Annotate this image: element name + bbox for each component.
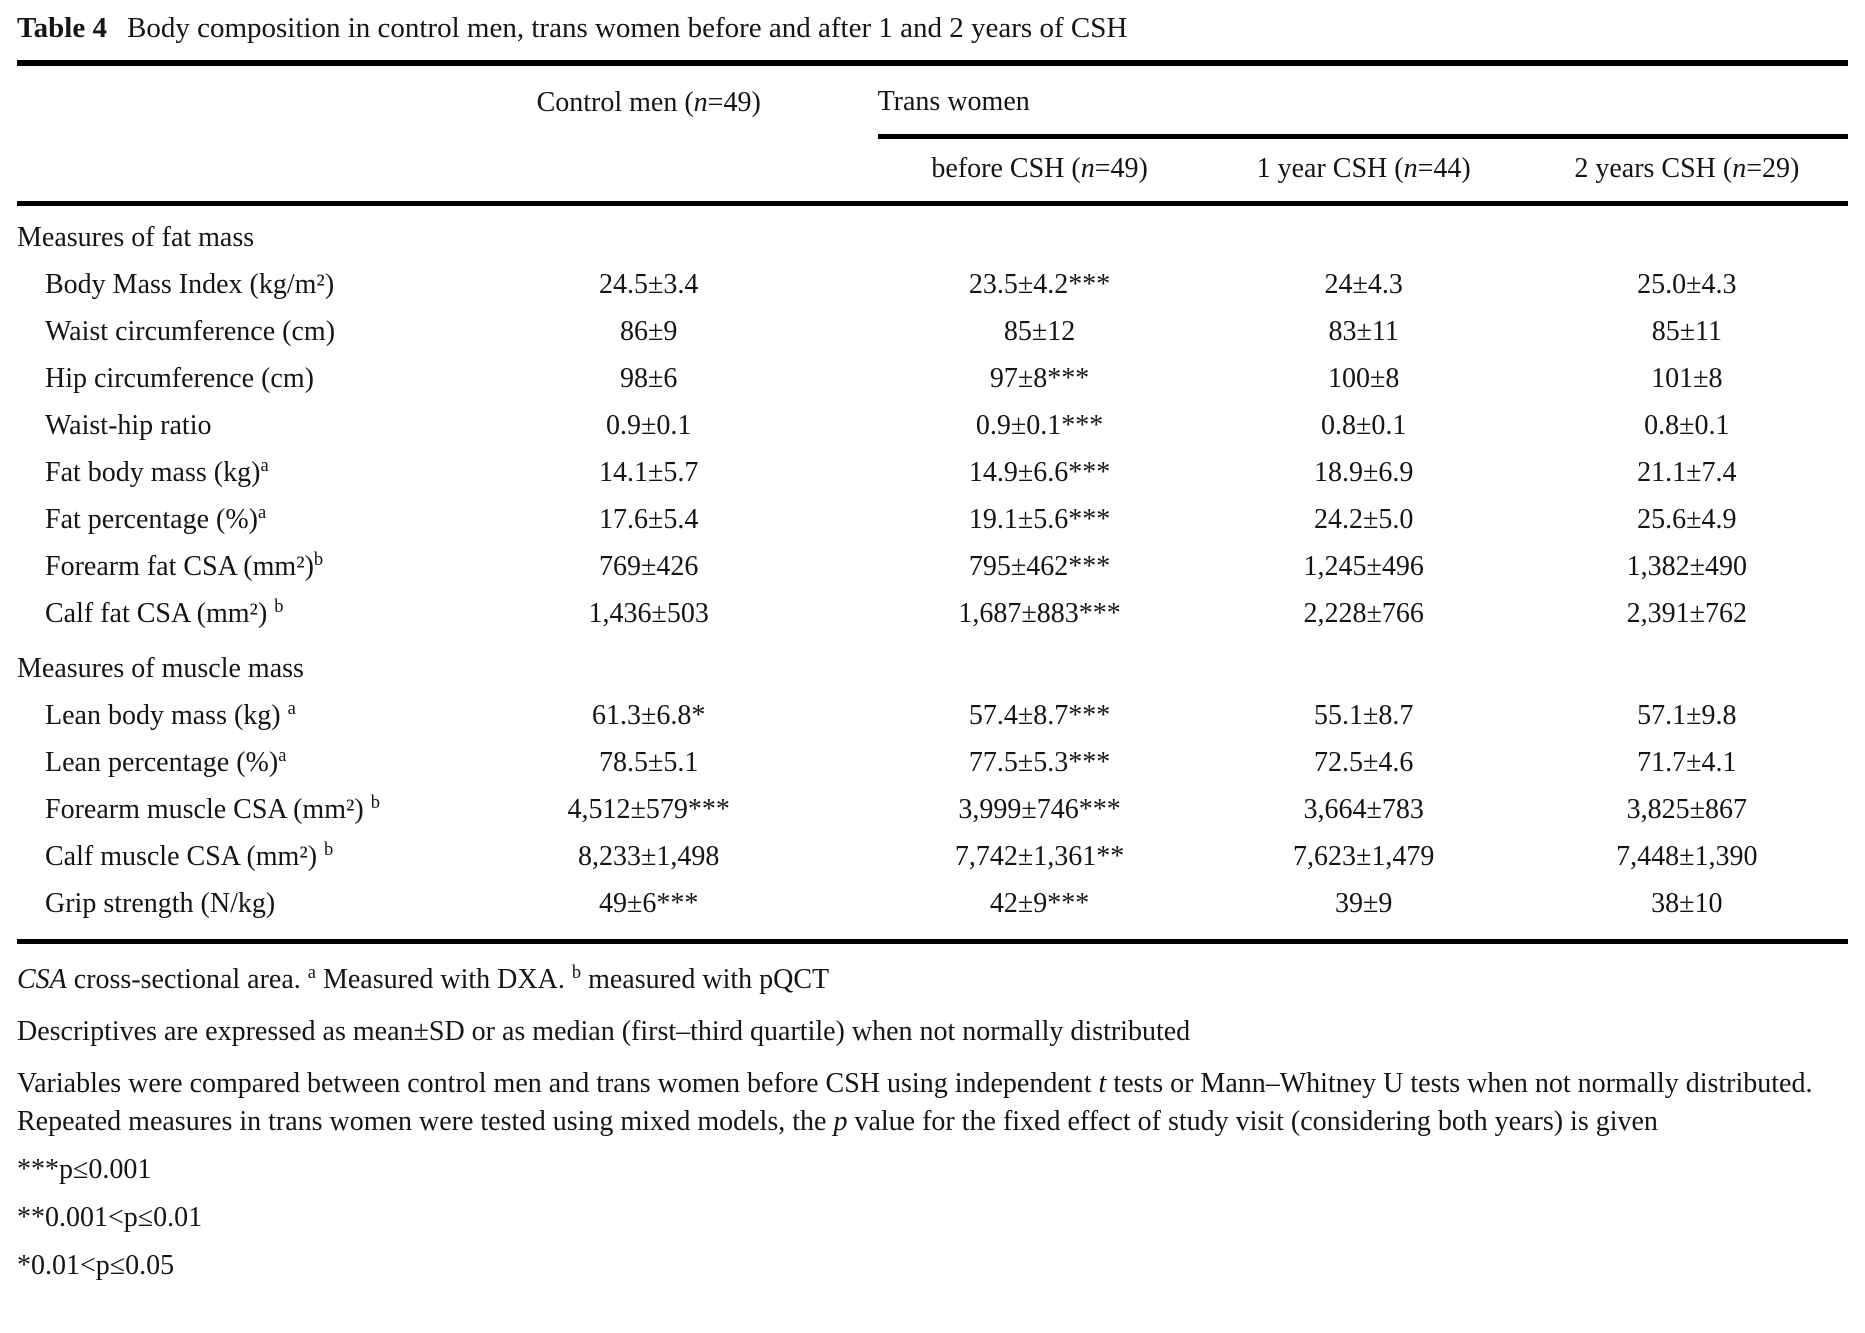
cell-value: 0.9±0.1*** (975, 410, 1104, 441)
row-label: Forearm muscle CSA (mm²) $^b$ (45, 791, 380, 825)
cell-value: 23.5±4.2*** (968, 269, 1111, 300)
header-row-groups (17, 63, 1848, 137)
header-empty-cell (17, 63, 420, 137)
row-label: Fat body mass (kg)$^a$ (45, 454, 269, 488)
cell-value: 14.1±5.7 (599, 457, 699, 488)
cell-value: 49±6*** (599, 888, 699, 919)
cell-value: 42±9*** (989, 888, 1090, 919)
cell-value: 24.5±3.4 (599, 269, 699, 300)
footnote-marker: a (278, 744, 287, 765)
table-row (17, 355, 1848, 402)
cell-value: 14.9±6.6*** (968, 457, 1111, 488)
cell-value: 100±8 (1327, 363, 1400, 394)
section-row-muscle-mass (17, 637, 1848, 692)
cell-value: 77.5±5.3*** (968, 747, 1111, 778)
cell-value: 38±10 (1651, 888, 1723, 919)
section-header: Measures of fat mass (17, 222, 255, 253)
cell-value: 8,233±1,498 (578, 841, 720, 872)
footnote-marker: a (260, 454, 269, 475)
cell-value: 61.3±6.8* (592, 700, 706, 731)
table-row (17, 543, 1848, 590)
row-label: Calf fat CSA (mm²) $^b$ (45, 595, 284, 629)
footnote-marker: b (274, 595, 284, 616)
footnote-marker: a (258, 501, 267, 522)
cell-value: 86±9 (620, 316, 678, 347)
cell-value: 85±11 (1651, 316, 1723, 347)
row-label: Hip circumference (cm) (45, 363, 314, 394)
footnote-marker: a (287, 697, 296, 718)
table-row (17, 739, 1848, 786)
section-row-fat-mass (17, 204, 1848, 262)
cell-value: 85±12 (1003, 316, 1076, 347)
cell-value: 19.1±5.6*** (968, 504, 1111, 535)
table-row (17, 496, 1848, 543)
table-row (17, 449, 1848, 496)
header-row-subcolumns (17, 137, 1848, 204)
cell-value: 1,382±490 (1626, 551, 1748, 582)
cell-value: 2,391±762 (1626, 598, 1748, 629)
cell-value: 3,999±746*** (958, 794, 1121, 825)
row-label: Lean body mass (kg) $^a$ (45, 697, 296, 731)
cell-value: 4,512±579*** (567, 794, 730, 825)
cell-value: 3,664±783 (1303, 794, 1424, 825)
cell-value: 24±4.3 (1324, 269, 1403, 300)
cell-value: 3,825±867 (1626, 794, 1748, 825)
significance-line-2stars: **0.001<p≤0.01 (17, 1202, 203, 1233)
cell-value: 0.8±0.1 (1644, 410, 1730, 441)
cell-value: 39±9 (1334, 888, 1393, 919)
cell-value: 795±462*** (968, 551, 1111, 582)
cell-value: 83±11 (1328, 316, 1399, 347)
cell-value: 25.0±4.3 (1637, 269, 1737, 300)
cell-value: 71.7±4.1 (1637, 747, 1737, 778)
row-label: Calf muscle CSA (mm²) $^b$ (45, 838, 334, 872)
cell-value: 0.8±0.1 (1320, 410, 1407, 441)
row-label: Body Mass Index (kg/m²) (45, 269, 335, 300)
cell-value: 78.5±5.1 (599, 747, 699, 778)
section-header: Measures of muscle mass (17, 653, 304, 684)
footnote-abbreviations: CSA cross-sectional area. $^a$ Measured with DXA. $^b$ measured with pQCT (17, 961, 830, 995)
header-empty-cell (420, 137, 878, 204)
cell-value: 18.9±6.9 (1313, 457, 1414, 488)
table-row (17, 692, 1848, 739)
cell-value: 101±8 (1651, 363, 1723, 394)
cell-value: 72.5±4.6 (1313, 747, 1414, 778)
footnote-marker: b (571, 961, 582, 982)
table-caption (17, 10, 1848, 46)
body-composition-table (17, 60, 1848, 944)
col-header-1-year-csh: 1 year CSH (n=44) (1202, 137, 1526, 204)
cell-value: 0.9±0.1 (606, 410, 692, 441)
table-row (17, 880, 1848, 942)
col-group-trans-women: Trans women (878, 63, 1848, 137)
table-row (17, 833, 1848, 880)
footnote-marker: b (370, 791, 380, 812)
table-row (17, 308, 1848, 355)
table-caption-text: Body composition in control men, trans women before and after 1 and 2 years of CSH (127, 12, 1128, 44)
cell-value: 17.6±5.4 (599, 504, 699, 535)
table-row (17, 402, 1848, 449)
col-header-2-years-csh: 2 years CSH (n=29) (1526, 137, 1848, 204)
table-row (17, 786, 1848, 833)
row-label: Waist circumference (cm) (45, 316, 336, 347)
table-caption-label: Table 4 (17, 12, 107, 44)
cell-value: 57.4±8.7*** (968, 700, 1111, 731)
significance-line-1star: *0.01<p≤0.05 (17, 1250, 175, 1281)
row-label: Lean percentage (%)$^a$ (45, 744, 287, 778)
cell-value: 1,436±503 (588, 598, 709, 629)
header-empty-cell (17, 137, 420, 204)
footnote-marker: b (324, 838, 334, 859)
row-label: Fat percentage (%)$^a$ (45, 501, 267, 535)
row-label: Waist-hip ratio (45, 410, 212, 441)
cell-value: 24.2±5.0 (1313, 504, 1414, 535)
cell-value: 2,228±766 (1303, 598, 1424, 629)
cell-value: 7,448±1,390 (1616, 841, 1758, 872)
table-row (17, 261, 1848, 308)
row-label: Grip strength (N/kg) (45, 888, 276, 919)
col-header-control-men: Control men (n=49) (536, 87, 761, 119)
footnote-descriptives: Descriptives are expressed as mean±SD or as median (first–third quartile) when not normally distributed (17, 1016, 1191, 1047)
cell-value: 7,742±1,361** (954, 841, 1125, 872)
col-header-before-csh: before CSH (n=49) (878, 137, 1202, 204)
footnote-methods: Variables were compared between control men and trans women before CSH using independent t tests or Mann–Whitney U tests when not normally distributed. Repeated measures in trans women were tested using mixed models, the p value for the fixed effect of study visit (considering both years) is given (17, 1068, 1813, 1137)
cell-value: 97±8*** (989, 363, 1090, 394)
row-label: Forearm fat CSA $(mm^2)^b$ (45, 548, 324, 582)
footnote-marker: b (313, 548, 324, 569)
cell-value: 1,245±496 (1303, 551, 1424, 582)
cell-value: 769±426 (599, 551, 699, 582)
cell-value: 25.6±4.9 (1637, 504, 1737, 535)
cell-value: 1,687±883*** (958, 598, 1121, 629)
cell-value: 7,623±1,479 (1292, 841, 1435, 872)
significance-line-3stars: ***p≤0.001 (17, 1154, 152, 1185)
table-row (17, 590, 1848, 637)
cell-value: 57.1±9.8 (1637, 700, 1737, 731)
footnote-marker: a (307, 961, 316, 982)
cell-value: 21.1±7.4 (1637, 457, 1737, 488)
cell-value: 98±6 (620, 363, 678, 394)
cell-value: 55.1±8.7 (1313, 700, 1414, 731)
